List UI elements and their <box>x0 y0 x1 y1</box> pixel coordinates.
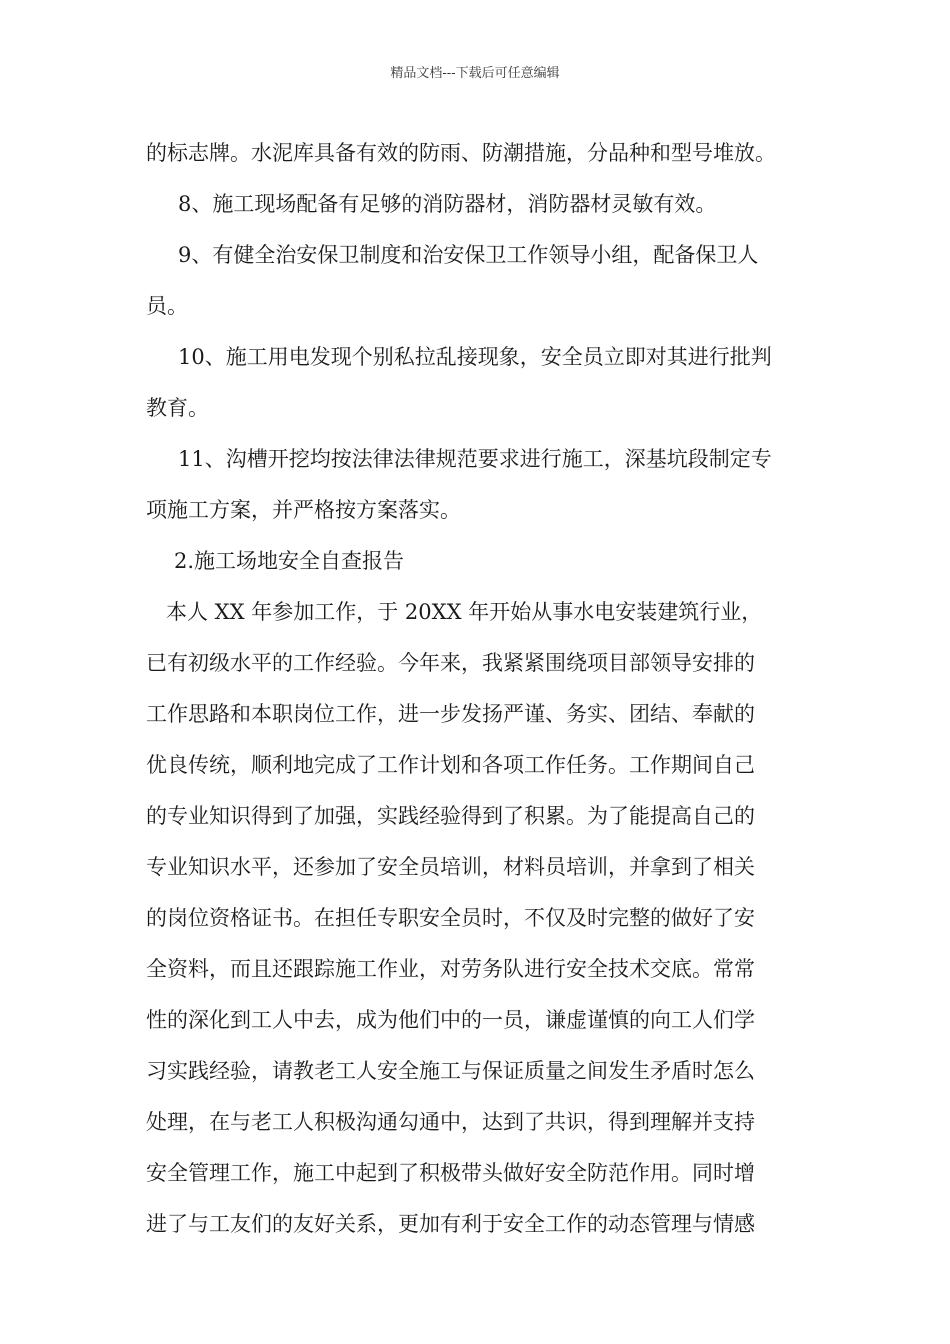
body-line: 的专业知识得到了加强，实践经验得到了积累。为了能提高自己的 <box>146 804 755 828</box>
list-item-8: 8、施工现场配备有足够的消防器材，消防器材灵敏有效。 <box>178 192 717 216</box>
body-line: 全资料，而且还跟踪施工作业，对劳务队进行安全技术交底。常常 <box>146 957 755 981</box>
list-item-10: 10、施工用电发现个别私拉乱接现象，安全员立即对其进行批判 <box>178 345 772 369</box>
body-line: 教育。 <box>146 396 209 420</box>
body-line: 项施工方案，并严格按方案落实。 <box>146 498 461 522</box>
body-line: 习实践经验，请教老工人安全施工与保证质量之间发生矛盾时怎么 <box>146 1059 755 1083</box>
body-line: 已有初级水平的工作经验。今年来，我紧紧围绕项目部领导安排的 <box>146 651 755 675</box>
body-line: 处理，在与老工人积极沟通勾通中，达到了共识，得到理解并支持 <box>146 1110 755 1134</box>
body-line: 优良传统，顺利地完成了工作计划和各项工作任务。工作期间自己 <box>146 753 755 777</box>
body-line: 的标志牌。水泥库具备有效的防雨、防潮措施，分品种和型号堆放。 <box>146 141 776 165</box>
body-line: 进了与工友们的友好关系，更加有利于安全工作的动态管理与情感 <box>146 1212 755 1236</box>
paragraph-start: 本人 XX 年参加工作，于 20XX 年开始从事水电安装建筑行业， <box>166 600 763 624</box>
body-line: 专业知识水平，还参加了安全员培训，材料员培训，并拿到了相关 <box>146 855 755 879</box>
section-heading: 2.施工场地安全自查报告 <box>174 549 405 573</box>
list-item-11: 11、沟槽开挖均按法律法律规范要求进行施工，深基坑段制定专 <box>178 447 772 471</box>
body-line: 工作思路和本职岗位工作，进一步发扬严谨、务实、团结、奉献的 <box>146 702 755 726</box>
body-line: 员。 <box>146 294 188 318</box>
page-header: 精品文档---下载后可任意编辑 <box>390 66 560 81</box>
body-line: 的岗位资格证书。在担任专职安全员时，不仅及时完整的做好了安 <box>146 906 755 930</box>
document-body <box>146 128 810 1250</box>
body-line: 安全管理工作，施工中起到了积极带头做好安全防范作用。同时增 <box>146 1161 755 1185</box>
list-item-9: 9、有健全治安保卫制度和治安保卫工作领导小组，配备保卫人 <box>178 243 759 267</box>
body-line: 性的深化到工人中去，成为他们中的一员，谦虚谨慎的向工人们学 <box>146 1008 755 1032</box>
